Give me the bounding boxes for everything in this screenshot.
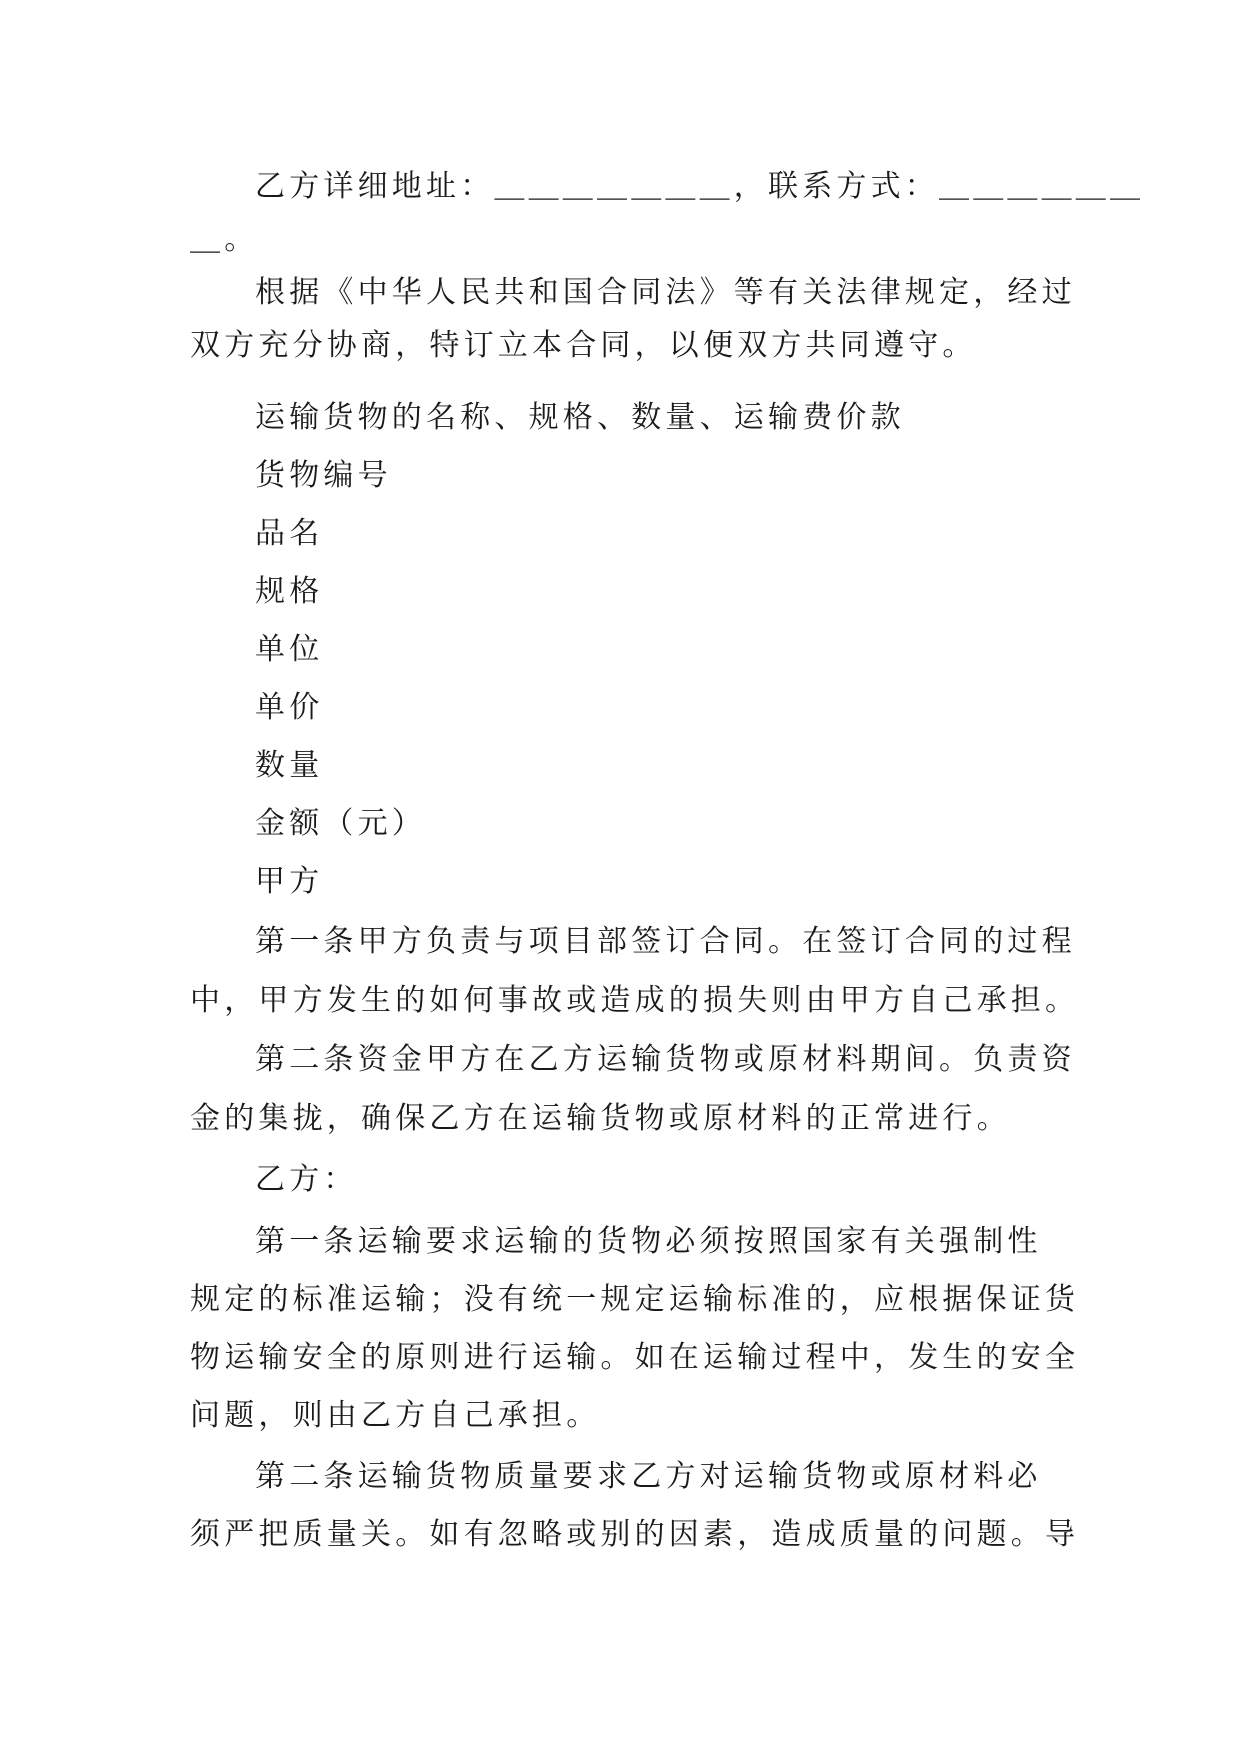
text-line: 第二条资金甲方在乙方运输货物或原材料期间。负责资 — [255, 1042, 1076, 1077]
text-line: 单位 — [255, 632, 324, 667]
text-line: 品名 — [255, 516, 324, 551]
text-line: 问题，则由乙方自己承担。 — [190, 1398, 601, 1433]
text-line: 金的集拢，确保乙方在运输货物或原材料的正常进行。 — [190, 1101, 1011, 1136]
text-line: 乙方： — [255, 1162, 358, 1197]
text-line: 根据《中华人民共和国合同法》等有关法律规定，经过 — [255, 275, 1076, 310]
text-line: 双方充分协商，特订立本合同，以便双方共同遵守。 — [190, 328, 977, 363]
text-line: 须严把质量关。如有忽略或别的因素，造成质量的问题。导 — [190, 1517, 1080, 1552]
text-line: 规定的标准运输；没有统一规定运输标准的，应根据保证货 — [190, 1282, 1080, 1317]
text-line: 甲方 — [255, 864, 324, 899]
text-line: 规格 — [255, 574, 324, 609]
text-line: 单价 — [255, 690, 324, 725]
text-line: 第一条甲方负责与项目部签订合同。在签订合同的过程 — [255, 924, 1076, 959]
text-line: 运输货物的名称、规格、数量、运输费价款 — [255, 400, 905, 435]
text-line: 货物编号 — [255, 458, 392, 493]
text-line: 数量 — [255, 748, 324, 783]
text-line: 物运输安全的原则进行运输。如在运输过程中，发生的安全 — [190, 1340, 1080, 1375]
text-line: 乙方详细地址：＿＿＿＿＿＿＿，联系方式：＿＿＿＿＿＿ — [255, 169, 1145, 204]
text-line: ＿。 — [190, 222, 259, 257]
text-line: 金额（元） — [255, 806, 426, 841]
text-line: 中，甲方发生的如何事故或造成的损失则由甲方自己承担。 — [190, 983, 1080, 1018]
text-line: 第二条运输货物质量要求乙方对运输货物或原材料必 — [255, 1459, 1042, 1494]
text-line: 第一条运输要求运输的货物必须按照国家有关强制性 — [255, 1224, 1042, 1259]
